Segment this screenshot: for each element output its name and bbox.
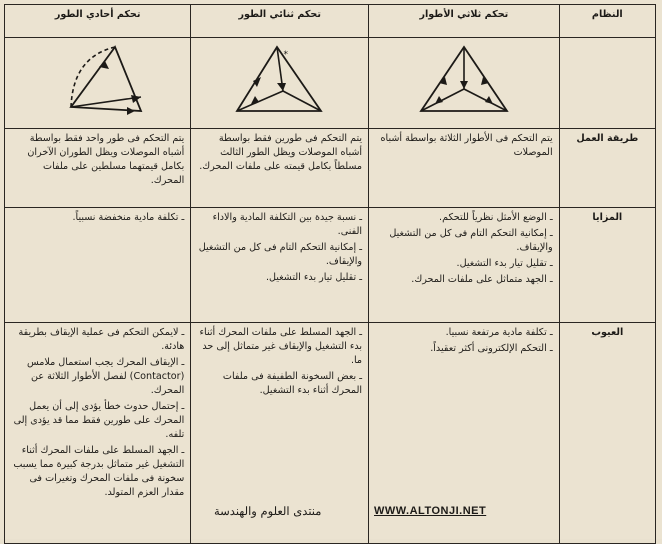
method-two-step: يتم التحكم فى طورين فقط بواسطة أشباه الموصلات ويظل الطور الثالث مسلطاً بكامل قيمته على ملفات المحرك. <box>191 129 369 208</box>
row-label-disadvantages: العيوب <box>559 323 655 544</box>
header-one-step: تحكم أحادي الطور <box>5 5 191 38</box>
list-item: ـ الإيقاف المحرك يجب استعمال ملامس (Contactor) لفصل الأطوار الثلاثة عن المحرك. <box>27 357 185 396</box>
three-step-triangle-diagram <box>409 41 519 119</box>
disadvantages-three-step-list <box>375 326 553 356</box>
header-system: النظام <box>559 5 655 38</box>
list-item: ـ الجهد المسلط على ملفات المحرك أثناء بدء التشغيل والإيقاف غير متماثل إلى حد ما. <box>199 327 363 366</box>
list-item: ـ الجهد المسلط على ملفات المحرك أثناء التشغيل غير متماثل بدرجة كبيرة مما يسبب سخونة فى ملفات المحرك وتغيرات فى مقدار العزم المتولد. <box>13 445 185 498</box>
row-method <box>5 129 656 208</box>
comparison-table <box>4 4 656 544</box>
advantages-one-step-list <box>11 211 184 225</box>
header-three-step: تحكم ثلاثي الأطوار <box>369 5 560 38</box>
list-item: ـ تقليل تيار بدء التشغيل. <box>265 272 363 283</box>
disadvantages-one-step-list <box>11 326 184 500</box>
advantages-three-step <box>369 208 560 323</box>
disadvantages-two-step-list <box>197 326 362 398</box>
two-step-triangle-diagram <box>225 41 335 119</box>
row-label-method: طريقة العمل <box>559 129 655 208</box>
diagram-three-step <box>369 38 560 129</box>
header-two-step: تحكم ثنائي الطور <box>191 5 369 38</box>
method-three-step: يتم التحكم فى الأطوار الثلاثة بواسطة أشباه الموصلات <box>369 129 560 208</box>
list-item: ـ تكلفة مادية منخفضة نسبياً. <box>72 212 185 223</box>
diagram-row <box>5 38 656 129</box>
list-item: ـ نسبة جيدة بين التكلفة المادية والاداء الفنى. <box>212 212 363 237</box>
one-step-triangle-diagram <box>43 41 153 119</box>
advantages-two-step-list <box>197 211 362 285</box>
list-item: ـ تكلفة مادية مرتفعة نسبيا. <box>445 327 553 338</box>
footer-forum-name: منتدى العلوم والهندسة <box>210 501 325 525</box>
method-one-step: يتم التحكم فى طور واحد فقط بواسطة أشباه الموصلات ويظل الطوران الآخران بكامل قيمتهما مسلطين على ملفات المحرك. <box>5 129 191 208</box>
advantages-two-step <box>191 208 369 323</box>
disadvantages-one-step <box>5 323 191 544</box>
list-item: ـ إحتمال حدوث خطأ يؤدى إلى أن يعمل المحرك على طورين فقط مما قد يؤدى إلى تلفه. <box>13 401 185 440</box>
row-disadvantages <box>5 323 656 544</box>
list-item: ـ تقليل تيار بدء التشغيل. <box>456 258 553 269</box>
header-row <box>5 5 656 38</box>
list-item: ـ لايمكن التحكم فى عملية الإيقاف بطريقة هادئة. <box>18 327 185 352</box>
diagram-row-empty <box>559 38 655 129</box>
advantages-three-step-list <box>375 211 553 287</box>
list-item: ـ بعض السخونة الطفيفة فى ملفات المحرك أثناء بدء التشغيل. <box>222 371 363 396</box>
list-item: ـ الوضع الأمثل نظرياً للتحكم. <box>439 212 553 223</box>
svg-text:*: * <box>283 50 288 60</box>
diagram-two-step <box>191 38 369 129</box>
list-item: ـ الجهد متماثل على ملفات المحرك. <box>411 274 553 285</box>
list-item: ـ إمكانية التحكم التام فى كل من التشغيل والإيقاف. <box>198 242 363 267</box>
advantages-one-step <box>5 208 191 323</box>
list-item: ـ التحكم الإلكترونى أكثر تعقيداً. <box>430 343 553 354</box>
row-label-advantages: المزايا <box>559 208 655 323</box>
row-advantages <box>5 208 656 323</box>
list-item: ـ إمكانية التحكم التام فى كل من التشغيل والإيقاف. <box>389 228 553 253</box>
diagram-one-step <box>5 38 191 129</box>
footer-site-link[interactable]: WWW.ALTONJI.NET <box>370 501 490 525</box>
